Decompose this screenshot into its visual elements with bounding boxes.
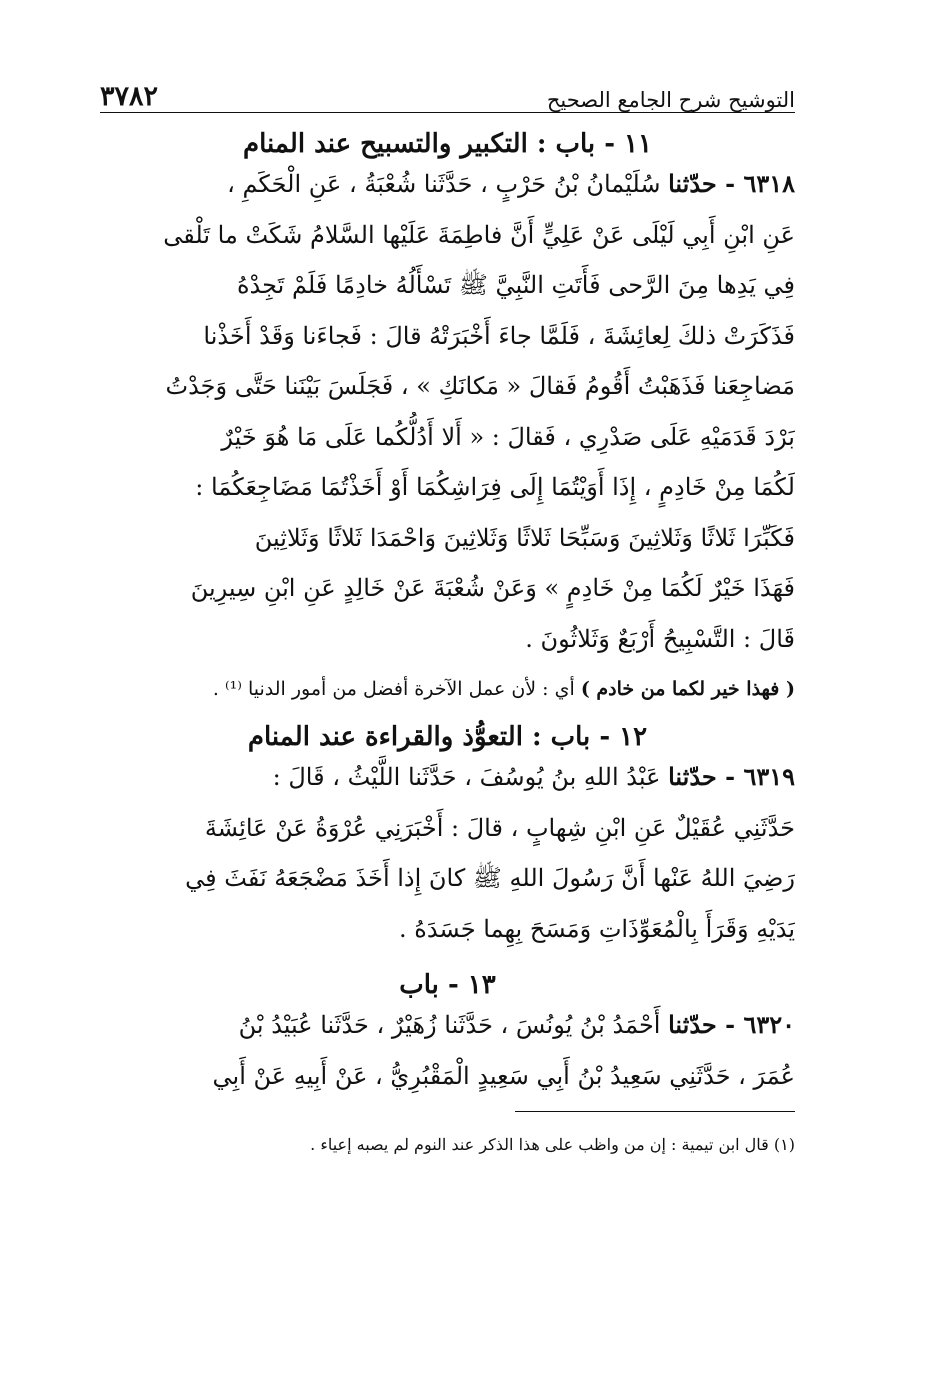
text-line: فَكَبِّرَا ثَلاثًا وَثَلاثِينَ وَسَبِّحَا ثَلاثًا وَثَلاثِينَ وَاحْمَدَا ثَلاثًا وَثَلاثِينَ — [254, 523, 795, 552]
chapter-heading-12: ١٢ - باب : التعوُّذ والقراءة عند المنام — [247, 722, 648, 752]
text-line: فَذَكَرَتْ ذلكَ لِعائِشَةَ ، فَلَمَّا جاءَ أَخْبَرَتْهُ قالَ : فَجاءَنا وَقَدْ أَخَذْنا — [203, 321, 795, 350]
page-header — [100, 70, 795, 113]
footnote-divider — [515, 1111, 795, 1112]
commentary — [100, 672, 795, 706]
text-line: حَدَّثَنِي عُقَيْلٌ عَنِ ابْنِ شِهابٍ ، قالَ : أَخْبَرَنِي عُرْوَةُ عَنْ عَائِشَةَ — [204, 813, 795, 842]
text-line: فَهَذَا خَيْرٌ لَكُمَا مِنْ خَادِمٍ » وَعَنْ شُعْبَةَ عَنْ خَالِدٍ عَنِ ابْنِ سِيرِينَ — [190, 574, 795, 602]
hadith-6319 — [100, 752, 795, 954]
footnote: (١) قال ابن تيمية : إن من واظب على هذا الذكر عند النوم لم يصبه إعياء . — [310, 1135, 795, 1154]
book-page — [100, 70, 795, 1160]
text-line: ٦٣١٨ - حدّثنا سُلَيْمانُ بْنُ حَرْبٍ ، حَدَّثَنا شُعْبَةُ ، عَنِ الْحَكَمِ ، — [227, 169, 795, 198]
commentary-text: أي : لأن عمل الآخرة أفضل من أمور الدنيا ⁽¹⁾ . — [212, 678, 581, 700]
text-line: فِي يَدِها مِنَ الرَّحى فَأَتَتِ النَّبِيَّ ﷺ تَسْأَلُهُ خادِمًا فَلَمْ تَجِدْهُ — [236, 271, 795, 299]
text-line: عُمَرَ ، حَدَّثَنِي سَعِيدُ بْنُ أَبِي سَعِيدٍ الْمَقْبُرِيُّ ، عَنْ أَبِيهِ عَنْ أَبِي — [212, 1061, 795, 1090]
text-line: ٦٣١٩ - حدّثنا عَبْدُ اللهِ بنُ يُوسُفَ ، حَدَّثَنا اللَّيْثُ ، قَالَ : — [272, 762, 795, 791]
chapter-heading-11: ١١ - باب : التكبير والتسبيح عند المنام — [243, 129, 652, 159]
hadith-6318 — [100, 159, 795, 664]
text-line: ٦٣٢٠ - حدّثنا أَحْمَدُ بْنُ يُونُسَ ، حَدَّثَنا زُهَيْرٌ ، حَدَّثَنا عُبَيْدُ بْنُ — [238, 1010, 795, 1039]
page-number: ٣٧٨٢ — [100, 81, 159, 112]
commentary-quote: ( فهذا خير لكما من خادم ) — [580, 678, 795, 700]
hadith-6320 — [100, 1000, 795, 1101]
text-line: عَنِ ابْنِ أَبِي لَيْلَى عَنْ عَلِيٍّ أَنَّ فاطِمَةَ عَلَيْها السَّلامُ شَكَتْ ما تَلْقى — [163, 220, 795, 249]
hadith-number: ٦٣١٨ - حدّثنا — [668, 169, 795, 198]
running-title: التوشيح شرح الجامع الصحيح — [546, 88, 795, 112]
text-line: يَدَيْهِ وَقَرَأَ بِالْمُعَوِّذَاتِ وَمَسَحَ بِهِما جَسَدَهُ . — [399, 914, 795, 943]
text-line: لَكُمَا مِنْ خَادِمٍ ، إِذَا أَوَيْتُمَا إِلَى فِرَاشِكُمَا أَوْ أَخَذْتُمَا مَضَاجِعَكُمَا : — [195, 473, 795, 501]
hadith-number: ٦٣٢٠ - حدّثنا — [668, 1010, 795, 1039]
hadith-number: ٦٣١٩ - حدّثنا — [668, 762, 795, 791]
text-line: قَالَ : التَّسْبِيحُ أَرْبَعٌ وَثَلاثُونَ . — [525, 624, 795, 653]
chapter-heading-13: ١٣ - باب — [399, 970, 496, 1000]
text-line: بَرْدَ قَدَمَيْهِ عَلَى صَدْرِي ، فَقالَ : « أَلا أَدُلُّكُما عَلَى مَا هُوَ خَيْرٌ — [221, 422, 795, 451]
text-line: رَضِيَ اللهُ عَنْها أَنَّ رَسُولَ اللهِ ﷺ كانَ إِذا أَخَذَ مَضْجَعَهُ نَفَثَ فِي — [185, 864, 795, 892]
text-line: مَضاجِعَنا فَذَهَبْتُ أَقُومُ فَقالَ « مَكانَكِ » ، فَجَلَسَ بَيْنَنا حَتَّى وَجَدْتُ — [165, 372, 795, 400]
